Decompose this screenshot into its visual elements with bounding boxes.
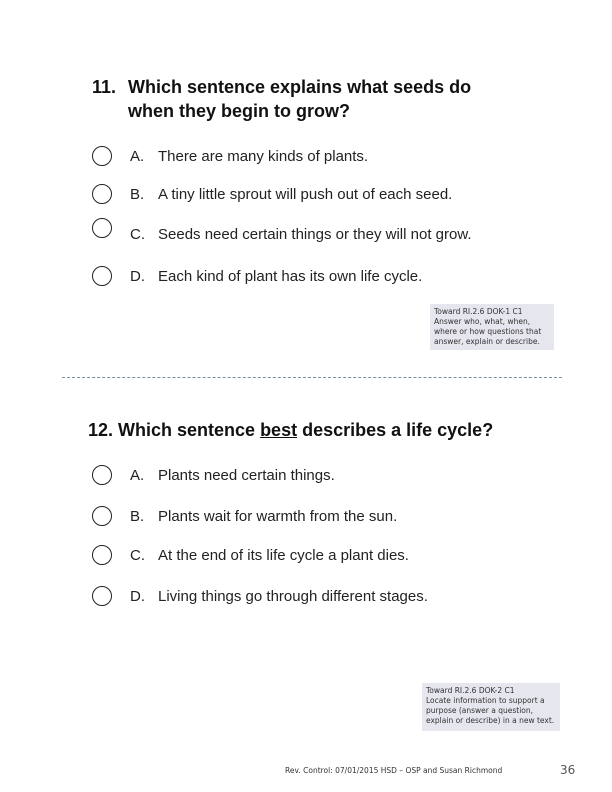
choice-text: At the end of its life cycle a plant dies. — [158, 547, 409, 564]
choice-text: Plants wait for warmth from the sun. — [158, 508, 398, 525]
choice-letter: B. — [130, 186, 145, 203]
answer-bubble-icon[interactable] — [92, 545, 112, 565]
question-11-line1: Which sentence explains what seeds do — [128, 77, 472, 97]
standard-line: Toward RI.2.6 DOK-2 C1 — [426, 686, 515, 695]
q11-choice-c[interactable] — [92, 218, 552, 242]
choice-text: There are many kinds of plants. — [158, 148, 369, 165]
q12-choice-a[interactable] — [92, 465, 552, 489]
q11-choice-d[interactable] — [92, 266, 552, 290]
answer-bubble-icon[interactable] — [92, 218, 112, 238]
question-11-number: 11. — [92, 77, 117, 97]
choice-letter: A. — [130, 148, 145, 165]
choice-text: Living things go through different stages. — [158, 588, 428, 605]
q12-choice-c[interactable] — [92, 545, 552, 569]
choice-letter: B. — [130, 508, 145, 525]
choice-letter: D. — [130, 588, 145, 605]
q11-choice-b[interactable] — [92, 184, 552, 208]
choice-text: Seeds need certain things or they will not grow. — [158, 226, 472, 243]
choice-letter: C. — [130, 547, 145, 564]
choice-letter: A. — [130, 467, 145, 484]
question-12-suffix: describes a life cycle? — [297, 420, 494, 440]
choice-letter: C. — [130, 226, 145, 243]
question-12-prefix: 12. Which sentence — [88, 420, 261, 440]
question-12-title — [88, 418, 568, 442]
question-11-line2: when they begin to grow? — [128, 101, 350, 121]
question-12-emphasis: best — [260, 420, 298, 440]
q12-choice-b[interactable] — [92, 506, 552, 530]
section-divider — [62, 377, 562, 378]
choice-text: Plants need certain things. — [158, 467, 335, 484]
standard-line: where or how questions that — [434, 327, 542, 336]
answer-bubble-icon[interactable] — [92, 184, 112, 204]
page-number: 36 — [560, 763, 576, 777]
standard-line: answer, explain or describe. — [434, 337, 540, 346]
revision-control-footer: Rev. Control: 07/01/2015 HSD – OSP and Susan Richmond — [285, 766, 503, 775]
question-11-title — [92, 75, 532, 123]
standard-note-q12 — [422, 683, 560, 731]
standard-line: Answer who, what, when, — [434, 317, 531, 326]
standard-line: purpose (answer a question, — [426, 706, 534, 715]
standard-line: Toward RI.2.6 DOK-1 C1 — [434, 307, 523, 316]
choice-text: A tiny little sprout will push out of each seed. — [158, 186, 453, 203]
q11-choice-a[interactable] — [92, 146, 552, 170]
standard-line: explain or describe) in a new text. — [426, 716, 555, 725]
choice-letter: D. — [130, 268, 145, 285]
answer-bubble-icon[interactable] — [92, 506, 112, 526]
answer-bubble-icon[interactable] — [92, 266, 112, 286]
answer-bubble-icon[interactable] — [92, 586, 112, 606]
choice-text: Each kind of plant has its own life cycle. — [158, 268, 423, 285]
q12-choice-d[interactable] — [92, 586, 552, 610]
standard-note-q11 — [430, 304, 554, 350]
answer-bubble-icon[interactable] — [92, 465, 112, 485]
standard-line: Locate information to support a — [426, 696, 545, 705]
answer-bubble-icon[interactable] — [92, 146, 112, 166]
